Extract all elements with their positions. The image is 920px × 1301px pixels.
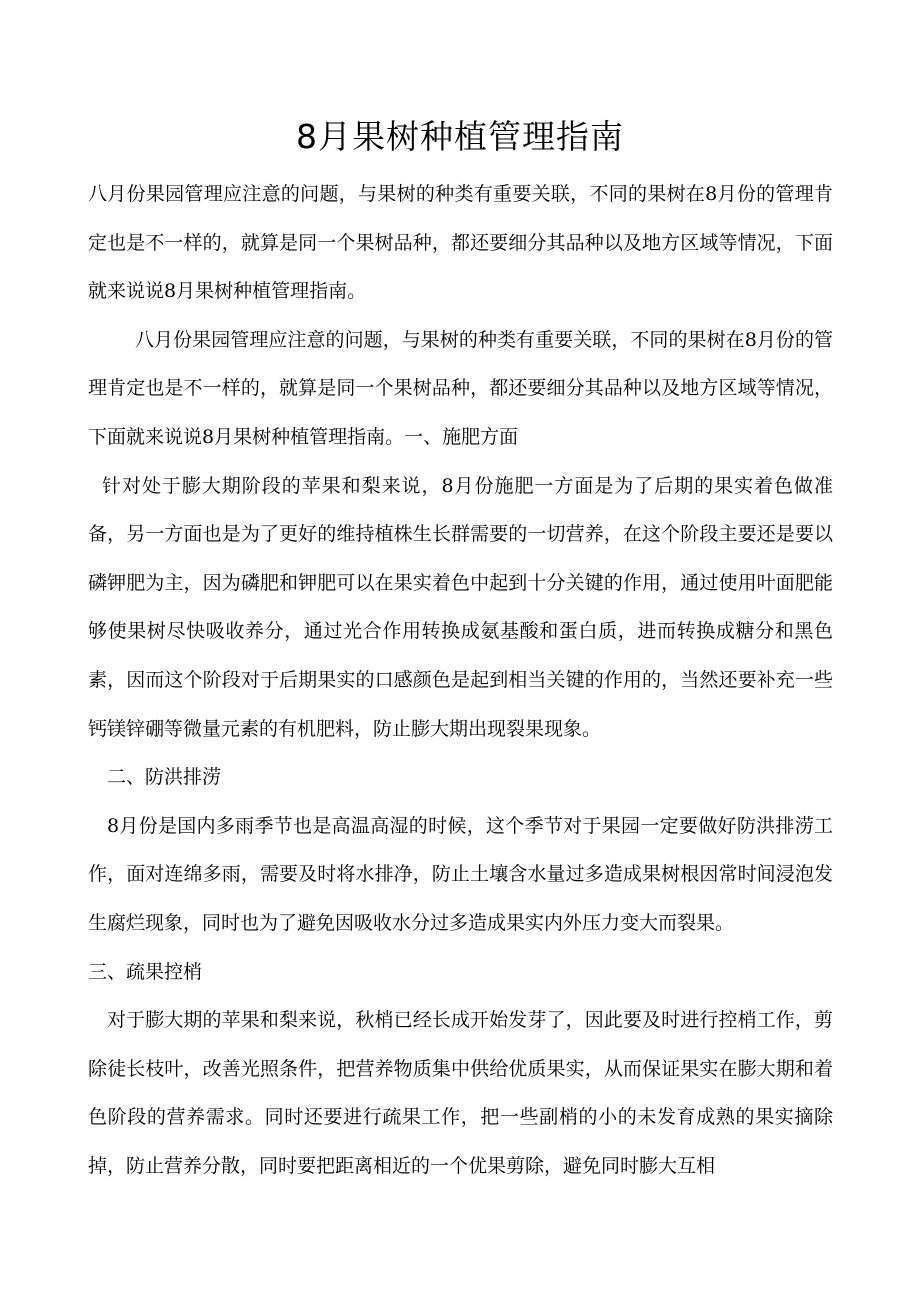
section-heading-flood-control: 二、防洪排涝 (107, 766, 222, 789)
paragraph-intro-repeat: 八月份果园管理应注意的问题，与果树的种类有重要关联，不同的果树在8月份的管理肯定也是不一样的，就算是同一个果树品种，都还要细分其品种以及地方区域等情况，下面就来说说8月果树种植管理指南。一、施肥方面 (88, 328, 833, 448)
document-title: 8月果树种植管理指南 (296, 117, 624, 156)
section-heading-fruit-thinning: 三、疏果控梢 (88, 960, 203, 983)
paragraph-flood-control: 8月份是国内多雨季节也是高温高湿的时候，这个季节对于果园一定要做好防洪排涝工作，面对连绵多雨，需要及时将水排净，防止土壤含水量过多造成果树根因常时间浸泡发生腐烂现象，同时也为了避免因吸收水分过多造成果实内外压力变大而裂果。 (88, 814, 833, 934)
paragraph-fertilization: 针对处于膨大期阶段的苹果和梨来说，8月份施肥一方面是为了后期的果实着色做准备，另一方面也是为了更好的维持植株生长群需要的一切营养，在这个阶段主要还是要以磷钾肥为主，因为磷肥和钾肥可以在果实着色中起到十分关键的作用，通过使用叶面肥能够使果树尽快吸收养分，通过光合作用转换成氨基酸和蛋白质，进而转换成糖分和黑色素，因而这个阶段对于后期果实的口感颜色是起到相当关键的作用的，当然还要补充一些钙镁锌硼等微量元素的有机肥料，防止膨大期出现裂果现象。 (88, 474, 833, 740)
paragraph-intro: 八月份果园管理应注意的问题，与果树的种类有重要关联，不同的果树在8月份的管理肯定也是不一样的，就算是同一个果树品种，都还要细分其品种以及地方区域等情况，下面就来说说8月果树种植管理指南。 (88, 183, 833, 303)
document-body (88, 170, 833, 1190)
paragraph-fruit-thinning: 对于膨大期的苹果和梨来说，秋梢已经长成开始发芽了，因此要及时进行控梢工作，剪除徒长枝叶，改善光照条件，把营养物质集中供给优质果实，从而保证果实在膨大期和着色阶段的营养需求。同时还要进行疏果工作，把一些副梢的小的未发育成熟的果实摘除掉，防止营养分散，同时要把距离相近的一个优果剪除，避免同时膨大互相 (88, 1009, 833, 1177)
